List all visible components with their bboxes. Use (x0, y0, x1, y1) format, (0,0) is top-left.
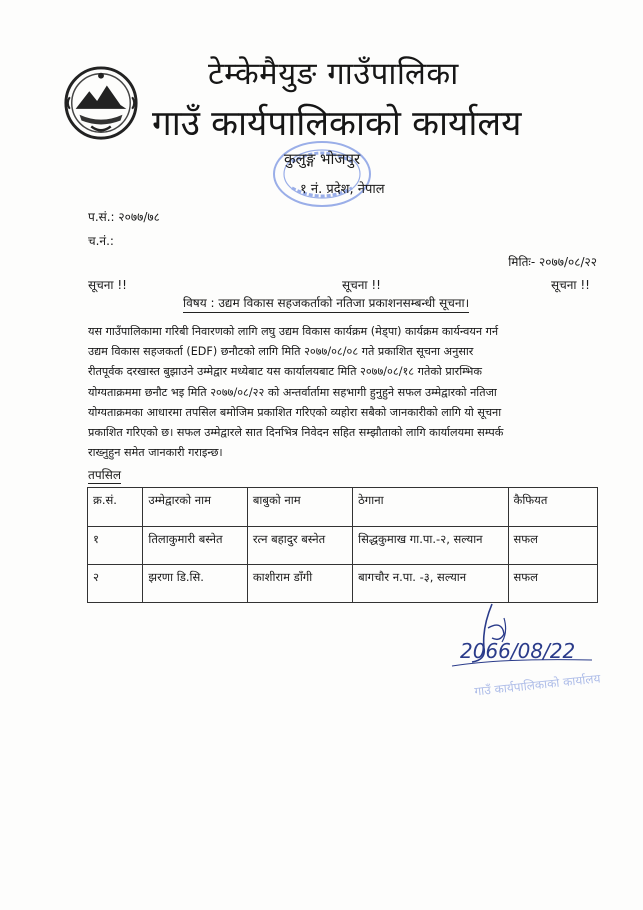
issue-date: मितिः- २०७७/०८/२२ (508, 255, 597, 269)
cell-remarks: सफल (508, 527, 598, 565)
body-line: योग्यताक्रमका आधारमा तपसिल बमोजिम प्रकाशित गरिएको व्यहोरा सबैको जानकारीको लागि यो सूचना (88, 405, 502, 419)
table-header-row (88, 488, 598, 527)
cell-candidate-name: तिलाकुमारी बस्नेत (143, 527, 247, 565)
header-serial: क्र.सं. (88, 488, 143, 527)
body-line: उद्यम विकास सहजकर्ता (EDF) छनौटको लागि मिति २०७७/०८/०८ गते प्रकाशित सूचना अनुसार (88, 345, 474, 359)
subject-line: विषय : उद्यम विकास सहजकर्ताको नतिजा प्रकाशनसम्बन्धी सूचना। (183, 294, 469, 313)
nepal-emblem-icon (62, 64, 140, 142)
province-address: १ नं. प्रदेश, नेपाल (300, 182, 385, 197)
body-line: योग्यताक्रममा छनौट भइ मिति २०७७/०८/२२ को अन्तर्वार्तामा सहभागी हुनुहुने सफल उम्मेद्वारको नतिजा (88, 385, 497, 399)
header-father-name: बाबुको नाम (247, 488, 352, 527)
cell-serial: २ (88, 565, 143, 603)
cell-father-name: रत्न बहादुर बस्नेत (247, 527, 352, 565)
notice-label-right: सूचना !! (551, 278, 590, 292)
notice-label-middle: सूचना !! (342, 278, 381, 292)
cell-address: सिद्धकुमाख गा.पा.-२, सल्यान (353, 527, 508, 565)
official-stamp: गाउँ कार्यपालिकाको कार्यालय (473, 671, 602, 699)
cell-father-name: काशीराम डाँगी (247, 565, 352, 603)
cell-address: बागचौर न.पा. -३, सल्यान (353, 565, 508, 603)
svg-text:2066/08/22: 2066/08/22 (460, 639, 576, 663)
cell-serial: १ (88, 527, 143, 565)
dispatch-number: च.नं.: (88, 234, 114, 248)
table-row (88, 527, 598, 565)
signature-icon (442, 598, 602, 678)
header-address: ठेगाना (353, 488, 508, 527)
cell-remarks: सफल (508, 565, 598, 603)
header-remarks: कैफियत (508, 488, 598, 527)
cell-candidate-name: झरणा डि.सि. (143, 565, 247, 603)
notice-label-left: सूचना !! (88, 278, 127, 292)
municipality-name: टेम्केमैयुङ गाउँपालिका (208, 56, 459, 92)
office-address: कुलुङ्ग भोजपुर (284, 150, 361, 168)
notice-body (88, 322, 602, 463)
header-candidate-name: उम्मेद्वारको नाम (143, 488, 247, 527)
details-heading: तपसिल (88, 468, 122, 482)
body-line: प्रकाशित गरिएको छ। सफल उम्मेद्वारले सात दिनभित्र निवेदन सहित सम्झौताको लागि कार्यालयमा सम्पर्क (88, 426, 504, 440)
body-line: यस गाउँपालिकामा गरिबी निवारणको लागि लघु उद्यम विकास कार्यक्रम (मेड्पा) कार्यक्रम कार्यन्वयन गर्न (88, 325, 499, 338)
body-line: राख्नुहुन समेत जानकारी गराइन्छ। (88, 446, 223, 460)
body-line: रीतपूर्वक दरखास्त बुझाउने उम्मेद्वार मध्येबाट यस कार्यालयबाट मिति २०७७/०८/१८ गतेको प्रारम्भिक (88, 365, 482, 379)
letter-number: प.सं.: २०७७/७८ (88, 210, 160, 224)
results-table (87, 487, 598, 603)
table-row (88, 565, 598, 603)
office-name: गाउँ कार्यपालिकाको कार्यालय (152, 104, 522, 144)
